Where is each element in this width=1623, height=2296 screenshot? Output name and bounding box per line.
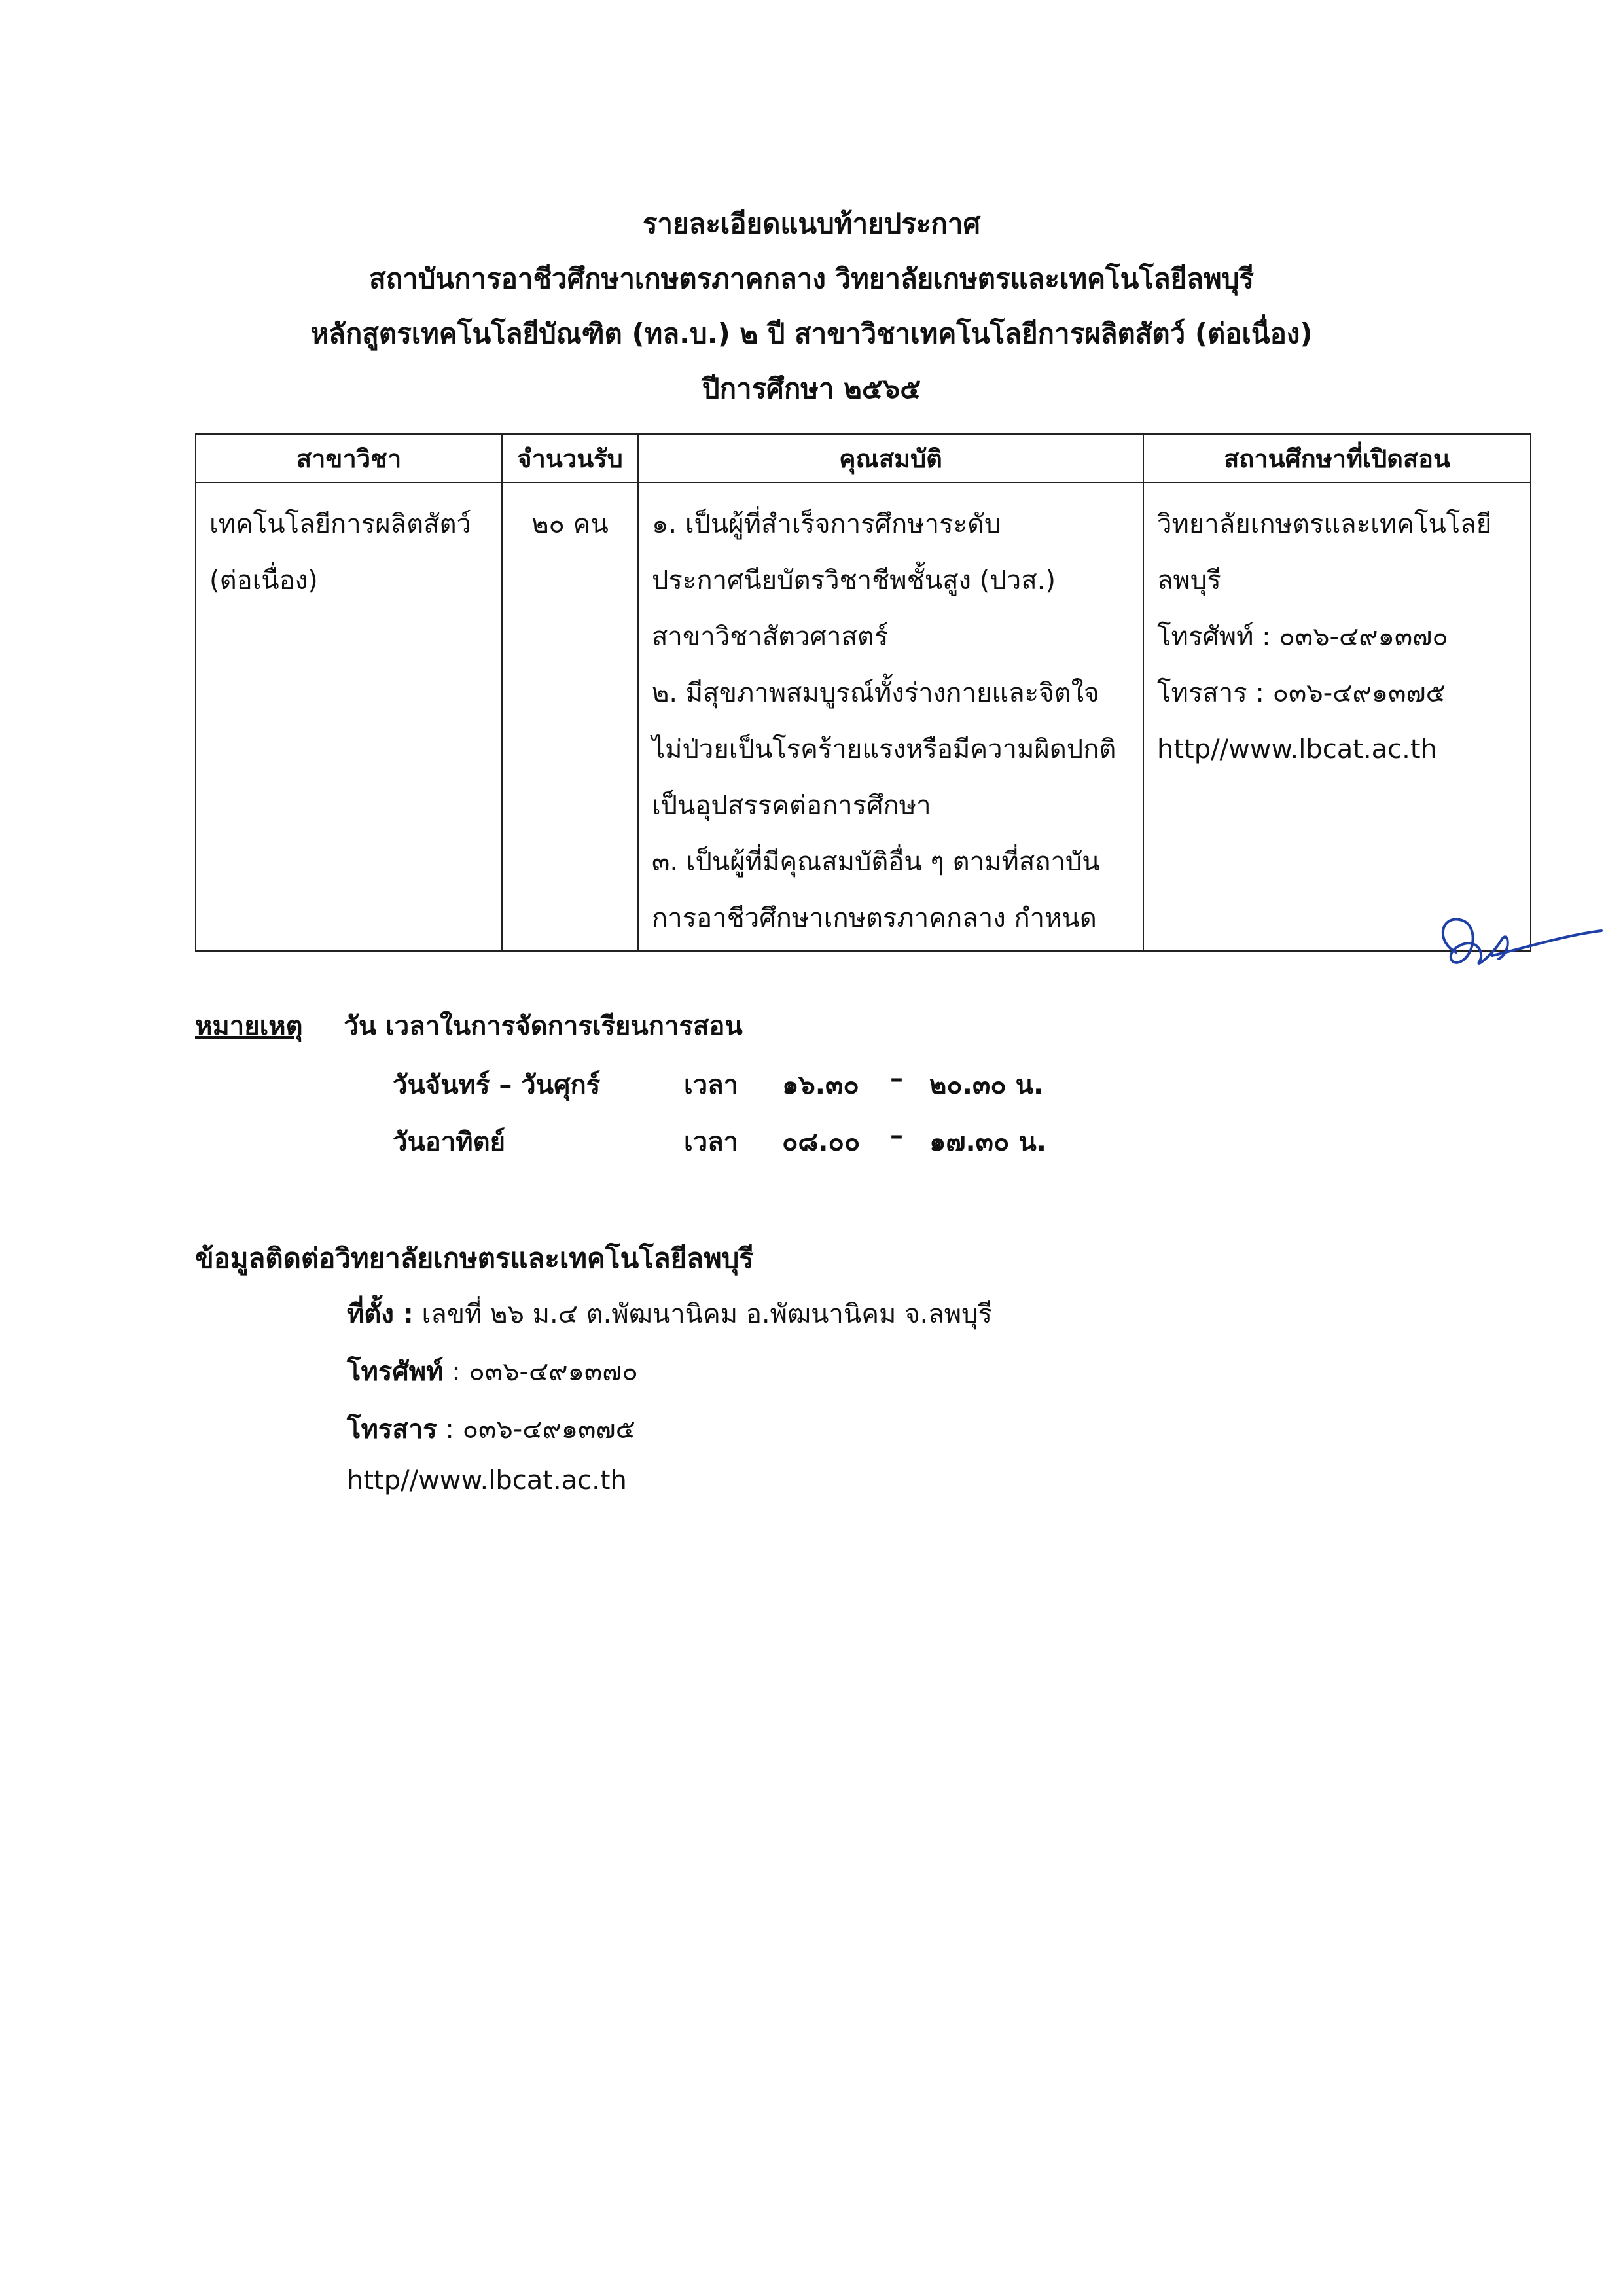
program-line: เทคโนโลยีการผลิตสัตว์ [209, 509, 471, 539]
handwritten-signature-icon [1430, 890, 1607, 988]
schedule-time-label: เวลา [684, 1127, 739, 1157]
schedule-start: ๐๘.๐๐ [782, 1127, 861, 1157]
institution-line: ลพบุรี [1157, 565, 1221, 596]
qualification-line: เป็นอุปสรรคต่อการศึกษา [652, 791, 931, 821]
seats-cell [502, 482, 638, 951]
header-qualifications: คุณสมบัติ [638, 434, 1143, 482]
title-line-3: หลักสูตรเทคโนโลยีบัณฑิต (ทล.บ.) ๒ ปี สาขาวิชาเทคโนโลยีการผลิตสัตว์ (ต่อเนื่อง) [310, 317, 1313, 350]
header-seats: จำนวนรับ [502, 434, 638, 482]
phone-label: โทรศัพท์ [347, 1357, 444, 1387]
address-value: เลขที่ ๒๖ ม.๔ ต.พัฒนานิคม อ.พัฒนานิคม จ.ลพบุรี [421, 1299, 992, 1329]
note-title: วัน เวลาในการจัดการเรียนการสอน [344, 1011, 743, 1041]
qualification-line: ๓. เป็นผู้ที่มีคุณสมบัติอื่น ๆ ตามที่สถาบัน [652, 847, 1100, 877]
fax-value: : ๐๓๖-๔๙๑๓๗๕ [445, 1414, 635, 1444]
schedule-dash: – [890, 1064, 903, 1094]
document-title-block [0, 196, 1623, 416]
header-program: สาขาวิชา [196, 434, 502, 482]
program-line: (ต่อเนื่อง) [209, 565, 318, 596]
table-header-row [196, 434, 1531, 482]
qualification-line: ๑. เป็นผู้ที่สำเร็จการศึกษาระดับ [652, 509, 1001, 539]
note-label: หมายเหตุ [195, 1011, 303, 1041]
contact-fax [347, 1408, 635, 1450]
institution-fax: โทรสาร : ๐๓๖-๔๙๑๓๗๕ [1157, 678, 1446, 708]
qualification-line: ประกาศนียบัตรวิชาชีพชั้นสูง (ปวส.) [652, 565, 1056, 596]
qualification-line: ๒. มีสุขภาพสมบูรณ์ทั้งร่างกายและจิตใจ [652, 678, 1099, 708]
note-line [195, 1005, 743, 1047]
contact-website: http//www.lbcat.ac.th [347, 1465, 627, 1496]
contact-phone [347, 1350, 638, 1392]
schedule-end: ๒๐.๓๐ น. [929, 1070, 1044, 1100]
schedule-start: ๑๖.๓๐ [782, 1070, 859, 1100]
institution-phone: โทรศัพท์ : ๐๓๖-๔๙๑๓๗๐ [1157, 622, 1448, 652]
title-line-2: สถาบันการอาชีวศึกษาเกษตรภาคกลาง วิทยาลัยเกษตรและเทคโนโลยีลพบุรี [369, 262, 1254, 295]
header-institution: สถานศึกษาที่เปิดสอน [1143, 434, 1531, 482]
schedule-time-label: เวลา [684, 1070, 739, 1100]
program-cell [196, 482, 502, 951]
schedule-end: ๑๗.๓๐ น. [929, 1127, 1046, 1157]
admission-table [195, 433, 1531, 952]
qualification-line: ไม่ป่วยเป็นโรคร้ายแรงหรือมีความผิดปกติ [652, 734, 1116, 764]
schedule-days: วันอาทิตย์ [393, 1127, 506, 1157]
table-row [196, 482, 1531, 951]
contact-heading: ข้อมูลติดต่อวิทยาลัยเกษตรและเทคโนโลยีลพบุรี [195, 1242, 754, 1274]
institution-website: http//www.lbcat.ac.th [1157, 734, 1437, 764]
institution-cell [1143, 482, 1531, 951]
title-line-4: ปีการศึกษา ๒๕๖๕ [702, 372, 921, 404]
fax-label: โทรสาร [347, 1414, 437, 1444]
qualification-line: สาขาวิชาสัตวศาสตร์ [652, 622, 889, 652]
schedule-dash: – [890, 1121, 903, 1151]
qualification-line: การอาชีวศึกษาเกษตรภาคกลาง กำหนด [652, 903, 1097, 933]
qualifications-cell [638, 482, 1143, 951]
institution-line: วิทยาลัยเกษตรและเทคโนโลยี [1157, 509, 1492, 539]
address-label: ที่ตั้ง : [347, 1299, 414, 1329]
contact-address [347, 1293, 992, 1335]
schedule-days: วันจันทร์ – วันศุกร์ [393, 1070, 601, 1100]
seats-value: ๒๐ คน [531, 509, 609, 539]
title-line-1: รายละเอียดแนบท้ายประกาศ [642, 207, 981, 240]
phone-value: : ๐๓๖-๔๙๑๓๗๐ [452, 1357, 638, 1387]
